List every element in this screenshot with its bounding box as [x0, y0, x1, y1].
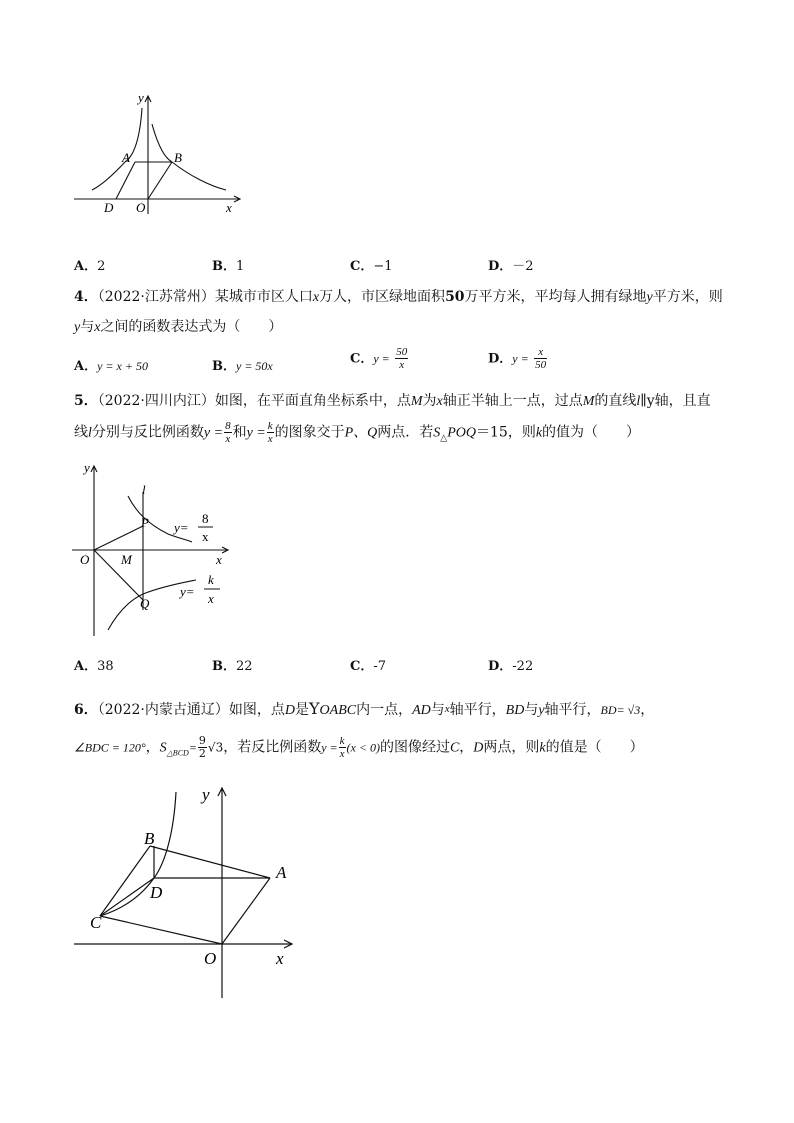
- q6-figure: [70, 780, 300, 1005]
- q6-hyperbola: [100, 792, 176, 916]
- q3-curve-right-upper: [152, 124, 172, 162]
- q5-label-l: l: [142, 482, 146, 497]
- q4-stem-line1: 4．（2022·江苏常州）某城市市区人口x万人，市区绿地面积50万平方米，平均每人拥有绿地y平方米，则: [74, 289, 723, 305]
- q6-label-C: C: [90, 913, 102, 932]
- q5-curve2-lhs: y=: [180, 584, 195, 599]
- q5-stem-line2: 线l分别与反比例函数y = $\frac{8}{x}$ 和y = $\frac{k}{x}$ 的图象交于P、Q两点．若$S_\triangle POQ=15$，则k的值为（ ）: [74, 420, 641, 445]
- q3-option-c: C．−1: [350, 259, 393, 274]
- q3-label-O: O: [136, 200, 146, 215]
- q5-option-c: C．-7: [350, 659, 387, 674]
- q4-option-b: B．y = 50x: [212, 359, 273, 374]
- q6-label-y: y: [202, 785, 210, 804]
- q3-figure: [70, 88, 250, 218]
- q5-segment-OQ: [94, 550, 143, 600]
- q5-segment-OP: [94, 526, 143, 550]
- q5-label-y: y: [84, 460, 90, 475]
- q4-option-d: D．y = $\frac{x}{50}$: [488, 346, 547, 371]
- q5-label-x: x: [216, 552, 222, 567]
- q3-curve-left-lower: [92, 162, 125, 190]
- q3-label-x: x: [226, 200, 232, 215]
- q3-option-b: B．1: [212, 259, 245, 274]
- q6-stem-line1: 6．（2022·内蒙古通辽）如图，点D是YOABC内一点，AD与$^x$轴平行，BD与y轴平行，BD= √3，: [74, 699, 655, 718]
- q5-label-P: P: [141, 515, 149, 530]
- q6-segment-AB: [150, 846, 270, 878]
- q3-option-a: A．2: [74, 259, 106, 274]
- q4-option-a: A．y = x + 50: [74, 359, 148, 374]
- q6-label-D: D: [150, 883, 163, 902]
- q6-segment-DC: [100, 878, 154, 916]
- q3-segment-DA: [116, 162, 135, 199]
- q3-option-d: D．－2: [488, 259, 534, 274]
- q5-curve1-lhs: y=: [174, 520, 189, 535]
- q6-segment-OA: [222, 878, 270, 944]
- q4-stem-line2: y与x之间的函数表达式为（ ）: [74, 319, 283, 335]
- q5-curve2-num: k: [208, 572, 214, 587]
- q6-label-O: O: [204, 949, 217, 968]
- q6-label-A: A: [276, 863, 287, 882]
- q6-segment-CO: [100, 916, 222, 944]
- q3-label-y: y: [138, 90, 144, 105]
- q6-stem-line2: ∠BDC = 120°，$S_{\triangle BCD}=$ $\frac{9}{2}$ √3，若反比例函数y = $\frac{k}{x}$ (x < 0)的图像经过C，D两点，则k的值是（ ）: [74, 734, 644, 760]
- q5-option-b: B．22: [212, 659, 253, 674]
- q3-label-B: B: [174, 150, 182, 165]
- q5-label-M: M: [121, 552, 132, 567]
- q5-stem-line1: 5．（2022·四川内江）如图，在平面直角坐标系中，点M为x轴正半轴上一点，过点M的直线l∥y轴，且直: [74, 393, 711, 409]
- q5-option-d: D．-22: [488, 659, 534, 674]
- q6-label-x: x: [276, 949, 284, 968]
- q5-curve2-den: x: [208, 591, 214, 606]
- q5-label-Q: Q: [140, 596, 150, 611]
- q3-segment-OB: [148, 162, 172, 199]
- q6-label-B: B: [144, 829, 155, 848]
- q5-option-a: A．38: [74, 659, 114, 674]
- q5-curve-8-over-x: [128, 496, 192, 542]
- q3-curve-right-lower: [172, 162, 226, 190]
- q5-figure: [68, 460, 243, 640]
- q4-option-c: C．y = $\frac{50}{x}$: [350, 346, 408, 371]
- q5-curve1-den: x: [202, 529, 209, 544]
- q5-curve1-num: 8: [202, 511, 209, 526]
- q5-label-O: O: [80, 552, 90, 567]
- q3-label-A: A: [122, 150, 130, 165]
- q3-label-D: D: [104, 200, 114, 215]
